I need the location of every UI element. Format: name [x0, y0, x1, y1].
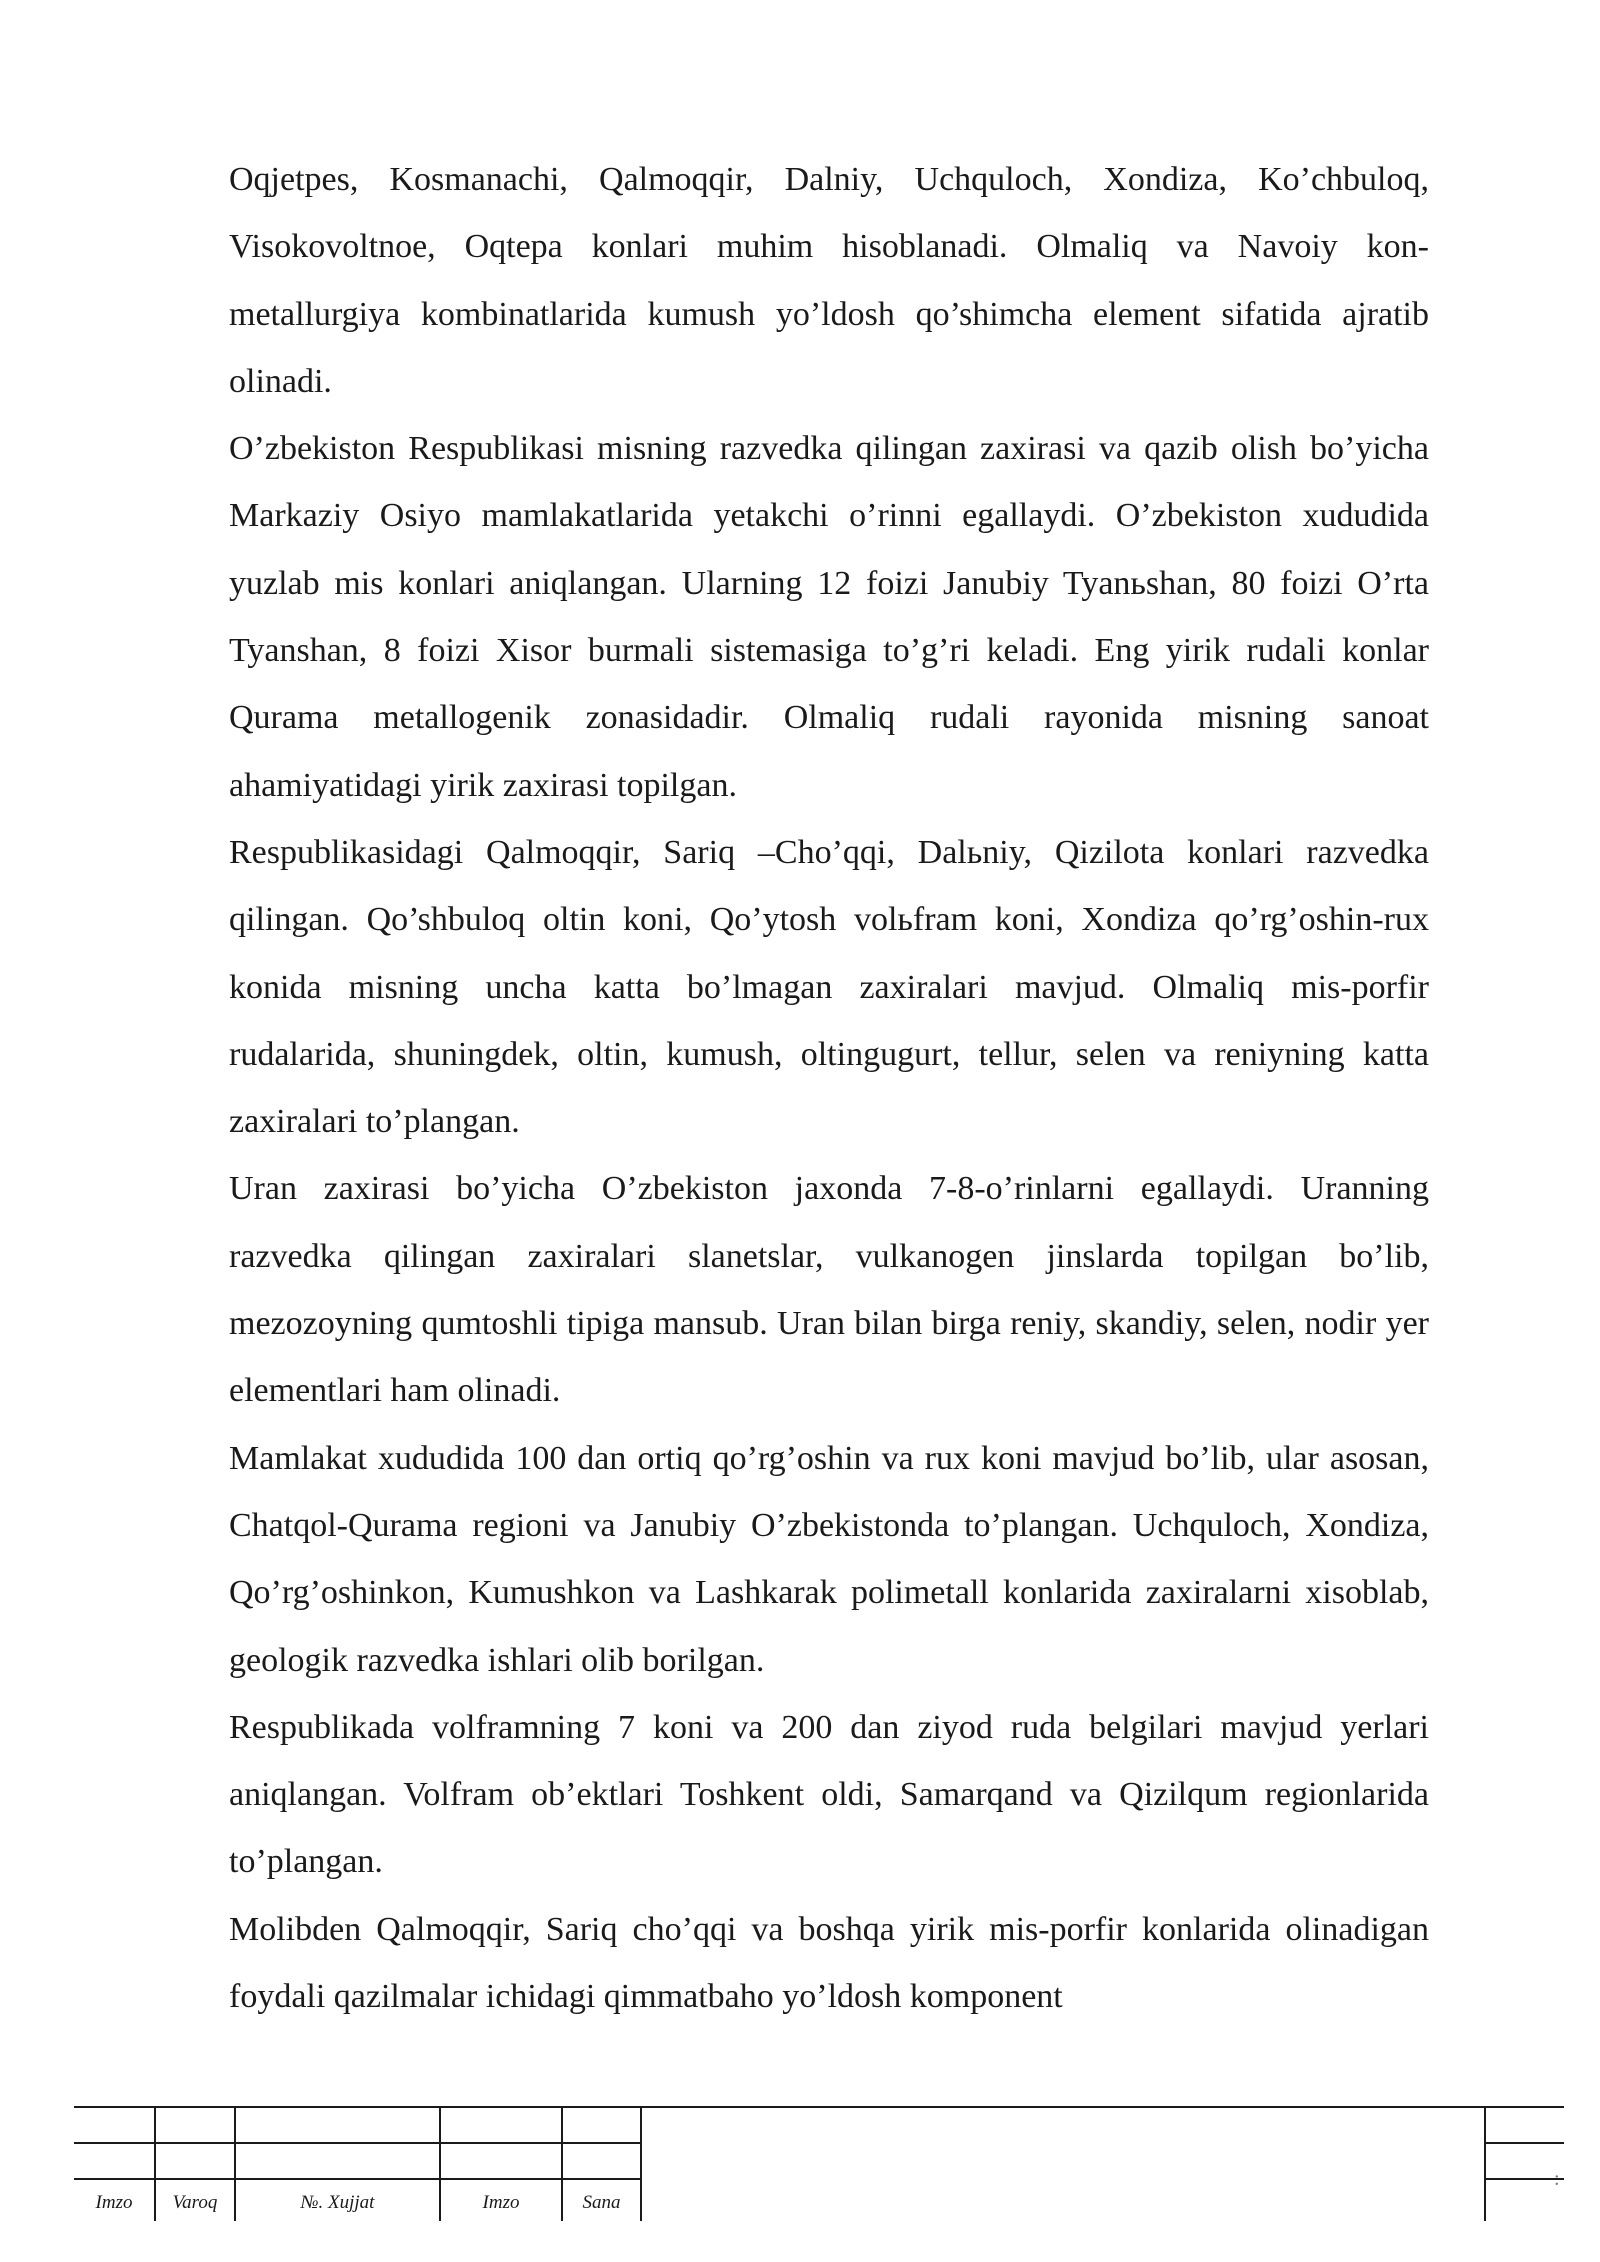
paragraph: Oqjetpes, Kosmanachi, Qalmoqqir, Dalniy, Uchquloch, Xondiza, Ko’chbuloq, Visokovoltnoe, Oqtepa konlari muhim hisoblanadi. Olmaliq va Navoiy kon-metallurgiya kombinatlarida kumush yo’ldosh qo’shimcha element sifatida ajratib olinadi. [229, 161, 1429, 400]
paragraph: Respublikasidagi Qalmoqqir, Sariq –Cho’qqi, Dalьniy, Qizilota konlari razvedka qilingan. Qo’shbuloq oltin koni, Qo’ytosh volьfram koni, Xondiza qo’rg’oshin-rux konida misning uncha katta bo’lmagan zaxiralari mavjud. Olmaliq mis-porfir rudalarida, shuningdek, oltin, kumush, oltingugurt, tellur, selen va reniyning katta zaxiralari to’plangan. [229, 833, 1429, 1141]
stamp-label-imzo-2: Imzo [482, 2192, 520, 2213]
stamp-grid-line [1484, 2106, 1486, 2221]
stamp-label-imzo: Imzo [95, 2192, 133, 2213]
page-number: : [1554, 2168, 1560, 2190]
paragraph: Respublikada volframning 7 koni va 200 dan ziyod ruda belgilari mavjud yerlari aniqlangan. Volfram ob’ektlari Toshkent oldi, Samarqand va Qizilqum regionlarida to’plangan. [229, 1708, 1429, 1881]
paragraph: Mamlakat xududida 100 dan ortiq qo’rg’oshin va rux koni mavjud bo’lib, ular asosan, Chatqol-Qurama regioni va Janubiy O’zbekistonda to’plangan. Uchquloch, Xondiza, Qo’rg’oshinkon, Kumushkon va Lashkarak polimetall konlarida zaxiralarni xisoblab, geologik razvedka ishlari olib borilgan. [229, 1439, 1429, 1679]
stamp-label-varoq: Varoq [172, 2192, 218, 2213]
stamp-grid-line [74, 2142, 640, 2144]
title-block-stamp [74, 2106, 1564, 2221]
paragraph: Uran zaxirasi bo’yicha O’zbekiston jaxonda 7-8-o’rinlarni egallaydi. Uranning razvedka qilingan zaxiralari slanetslar, vulkanogen jinslarda topilgan bo’lib, mezozoyning qumtoshli tipiga mansub. Uran bilan birga reniy, skandiy, selen, nodir yer elementlari ham olinadi. [229, 1170, 1429, 1410]
stamp-grid-line [640, 2106, 642, 2221]
paragraph: Molibden Qalmoqqir, Sariq cho’qqi va boshqa yirik mis-porfir konlarida olinadigan foydali qazilmalar ichidagi qimmatbaho yo’ldosh komponent [229, 1910, 1429, 2016]
paragraph: O’zbekiston Respublikasi misning razvedka qilingan zaxirasi va qazib olish bo’yicha Markaziy Osiyo mamlakatlarida yetakchi o’rinni egallaydi. O’zbekiston xududida yuzlab mis konlari aniqlangan. Ularning 12 foizi Janubiy Tyanьshan, 80 foizi O’rta Tyanshan, 8 foizi Xisor burmali sistemasiga to’g’ri keladi. Eng yirik rudali konlar Qurama metallogenik zonasidadir. Olmaliq rudali rayonida misning sanoat ahamiyatidagi yirik zaxirasi topilgan. [229, 430, 1429, 804]
stamp-top-line [74, 2106, 1564, 2108]
stamp-grid-line [74, 2178, 640, 2180]
document-body [229, 146, 1429, 2030]
stamp-label-sana: Sana [582, 2192, 621, 2213]
stamp-label-hujjat: №. Xujjat [300, 2192, 375, 2213]
stamp-grid-line [1486, 2142, 1564, 2144]
stamp-grid-line [1486, 2178, 1564, 2180]
